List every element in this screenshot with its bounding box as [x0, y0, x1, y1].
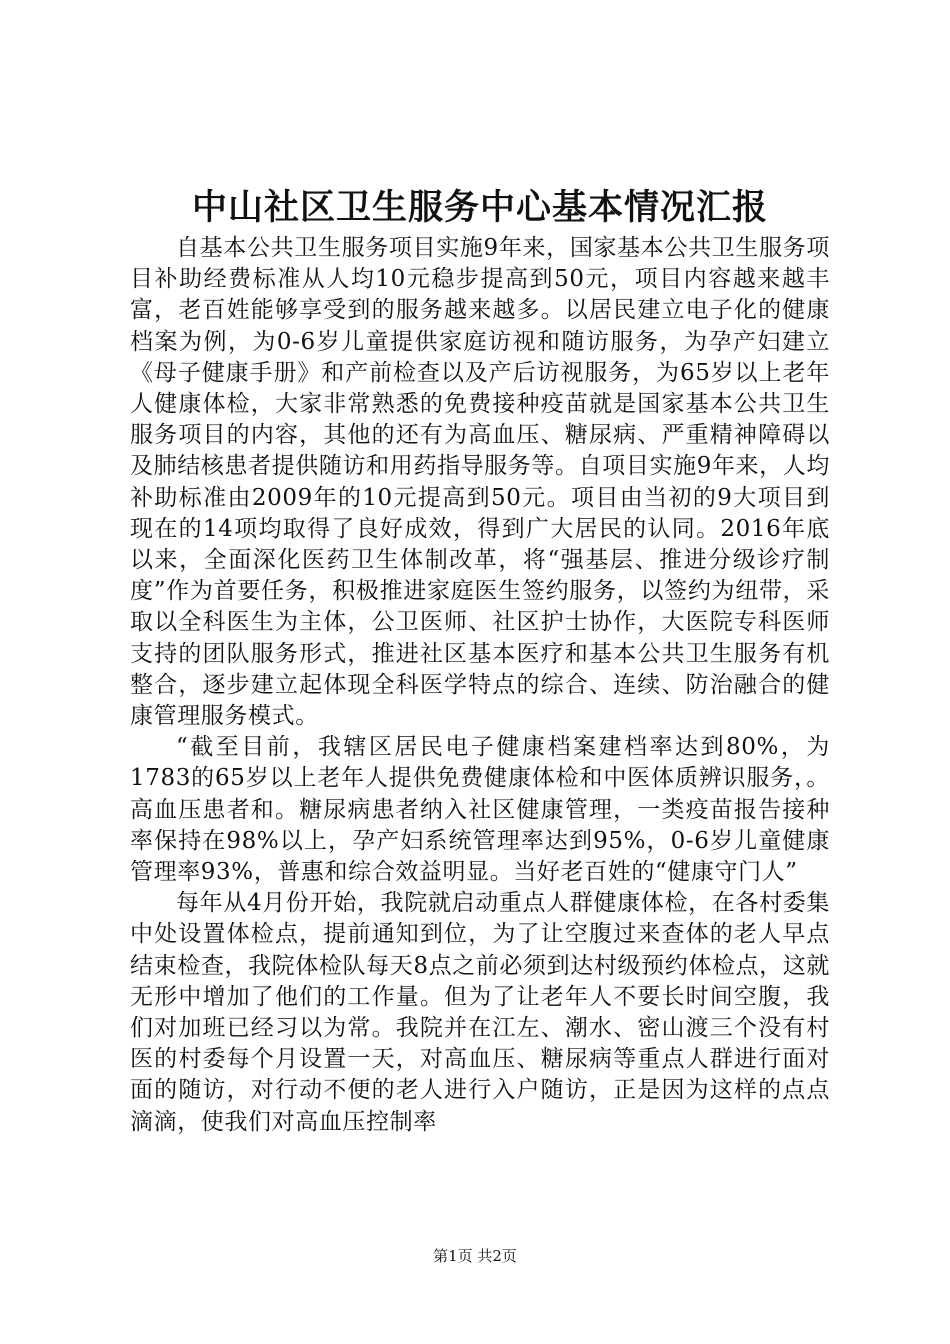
paragraph-2: “截至目前，我辖区居民电子健康档案建档率达到80%，为1783的65岁以上老年人提供免费健康体检和中医体质辨识服务，。高血压患者和。糖尿病患者纳入社区健康管理，一类疫苗报告接种率保持在98%以上，孕产妇系统管理率达到95%，0-6岁儿童健康管理率93%，普惠和综合效益明显。当好老百姓的“健康守门人” [130, 734, 830, 886]
paragraph-1: 自基本公共卫生服务项目实施9年来，国家基本公共卫生服务项目补助经费标准从人均10元稳步提高到50元，项目内容越来越丰富，老百姓能够享受到的服务越来越多。以居民建立电子化的健康档案为例，为0-6岁儿童提供家庭访视和随访服务，为孕产妇建立《母子健康手册》和产前检查以及产后访视服务，为65岁以上老年人健康体检，大家非常熟悉的免费接种疫苗就是国家基本公共卫生服务项目的内容，其他的还有为高血压、糖尿病、严重精神障碍以及肺结核患者提供随访和用药指导服务等。自项目实施9年来，人均补助标准由2009年的10元提高到50元。项目由当初的9大项目到现在的14项均取得了良好成效，得到广大居民的认同。2016年底以来，全面深化医药卫生体制改革，将“强基层、推进分级诊疗制度”作为首要任务，积极推进家庭医生签约服务，以签约为纽带，采取以全科医生为主体，公卫医师、社区护士协作，大医院专科医师支持的团队服务形式，推进社区基本医疗和基本公共卫生服务有机整合，逐步建立起体现全科医学特点的综合、连续、防治融合的健康管理服务模式。 [130, 235, 830, 730]
page-number-footer: 第1页 共2页 [433, 1247, 517, 1265]
document-title: 中山社区卫生服务中心基本情况汇报 [191, 188, 768, 228]
paragraph-3: 每年从4月份开始，我院就启动重点人群健康体检，在各村委集中处设置体检点，提前通知到位，为了让空腹过来查体的老人早点结束检查，我院体检队每天8点之前必须到达村级预约体检点，这就无形中增加了他们的工作量。但为了让老年人不要长时间空腹，我们对加班已经习以为常。我院并在江左、潮水、密山渡三个没有村医的村委每个月设置一天，对高血压、糖尿病等重点人群进行面对面的随访，对行动不便的老人进行入户随访，正是因为这样的点点滴滴，使我们对高血压控制率 [130, 890, 830, 1135]
document-body [130, 233, 830, 1138]
